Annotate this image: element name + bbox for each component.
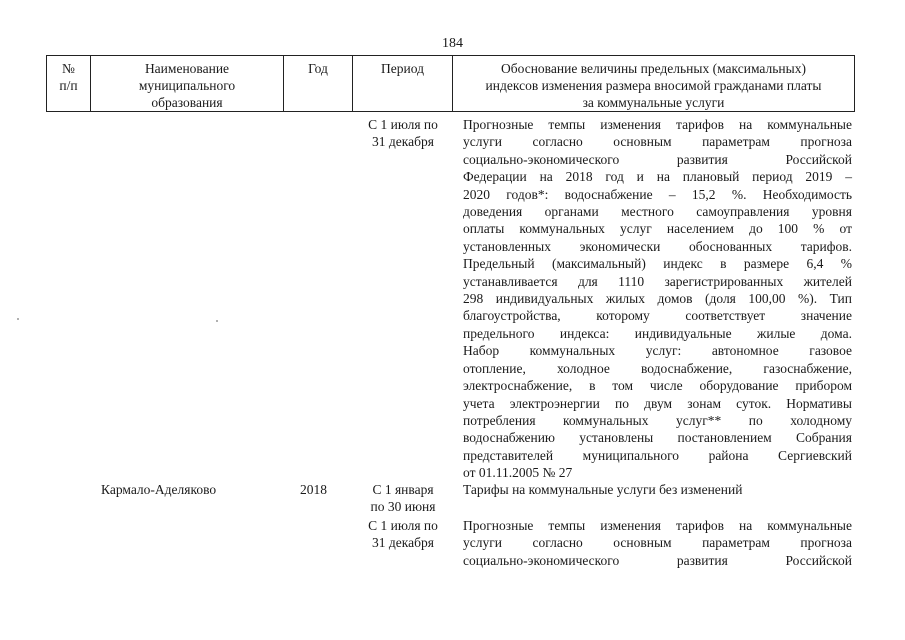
basis-line: водоснабжению установлены постановлением Собрания bbox=[463, 430, 852, 446]
basis-line: Тарифы на коммунальные услуги без изменений bbox=[463, 482, 743, 497]
period-line: по 30 июня bbox=[370, 499, 436, 515]
header-basis-line: за коммунальные услуги bbox=[582, 95, 725, 110]
basis-line: Набор коммунальных услуг: автономное газовое bbox=[463, 343, 852, 359]
header-basis bbox=[453, 60, 854, 111]
period-line: 31 декабря bbox=[372, 535, 434, 551]
basis-line: Прогнозные темпы изменения тарифов на коммунальные bbox=[463, 518, 852, 533]
header-basis-line: индексов изменения размера вносимой гражданами платы bbox=[485, 78, 822, 93]
basis-line: услуги согласно основным параметрам прогноза bbox=[463, 134, 852, 150]
header-num-line: п/п bbox=[59, 78, 78, 93]
basis-line: отопление, холодное водоснабжение, газоснабжение, bbox=[463, 360, 852, 376]
basis-line: учета электроэнергии по двум зонам суток. Нормативы bbox=[463, 395, 852, 411]
basis-line: услуги согласно основным параметрам прогноза bbox=[463, 535, 852, 551]
basis-line: представителей муниципального района Сергиевский bbox=[463, 447, 852, 463]
basis-line: 298 индивидуальных жилых домов (доля 100,00 %). Тип bbox=[463, 291, 852, 307]
scan-speck bbox=[216, 320, 218, 322]
header-basis-line: Обоснование величины предельных (максимальных) bbox=[501, 61, 806, 76]
header-name-line: муниципального bbox=[138, 78, 236, 93]
row2-basis bbox=[463, 481, 852, 498]
basis-line: предельного индекса: индивидуальные жилые дома. bbox=[463, 325, 852, 341]
period-line: 31 декабря bbox=[372, 134, 434, 150]
header-year: Год bbox=[308, 61, 328, 76]
basis-line: потребления коммунальных услуг** по холодному bbox=[463, 412, 852, 428]
header-name-line: образования bbox=[151, 95, 223, 110]
header-num bbox=[47, 60, 90, 94]
period-line: С 1 января bbox=[372, 482, 434, 497]
col-border-5 bbox=[854, 55, 855, 112]
basis-line: Предельный (максимальный) индекс в размере 6,4 % bbox=[463, 256, 852, 272]
row1-period bbox=[356, 116, 450, 151]
basis-line: электроснабжение, в том числе оборудование прибором bbox=[463, 378, 852, 394]
row3-basis bbox=[463, 517, 852, 569]
row2-period bbox=[356, 481, 450, 516]
header-num-line: № bbox=[62, 61, 75, 76]
scan-speck bbox=[17, 318, 19, 320]
basis-line: социально-экономического развития Российской bbox=[463, 151, 852, 167]
table-top-border bbox=[46, 55, 854, 56]
header-name-line: Наименование bbox=[144, 61, 230, 76]
basis-line: устанавливается для 1110 зарегистрированных жителей bbox=[463, 273, 852, 289]
basis-line: от 01.11.2005 № 27 bbox=[463, 465, 573, 481]
row3-period bbox=[356, 517, 450, 552]
basis-line: установленных экономически обоснованных тарифов. bbox=[463, 238, 852, 254]
period-line: С 1 июля по bbox=[368, 518, 438, 533]
row2-year: 2018 bbox=[300, 482, 327, 497]
row2-name: Кармало-Аделяково bbox=[101, 482, 217, 497]
basis-line: оплаты коммунальных услуг населением до 100 % от bbox=[463, 221, 852, 237]
row1-basis bbox=[463, 116, 852, 482]
basis-line: благоустройства, которому соответствует значение bbox=[463, 308, 852, 324]
page-number: 184 bbox=[442, 36, 463, 51]
basis-line: социально-экономического развития Российской bbox=[463, 552, 852, 568]
period-line: С 1 июля по bbox=[368, 117, 438, 132]
basis-line: Федерации на 2018 год и на плановый период 2019 – bbox=[463, 169, 852, 185]
basis-line: Прогнозные темпы изменения тарифов на коммунальные bbox=[463, 117, 852, 132]
header-period: Период bbox=[381, 61, 424, 76]
header-bottom-border bbox=[46, 111, 854, 112]
header-name bbox=[91, 60, 283, 111]
basis-line: доведения органами местного самоуправления уровня bbox=[463, 204, 852, 220]
basis-line: 2020 годов*: водоснабжение – 15,2 %. Необходимость bbox=[463, 186, 852, 202]
